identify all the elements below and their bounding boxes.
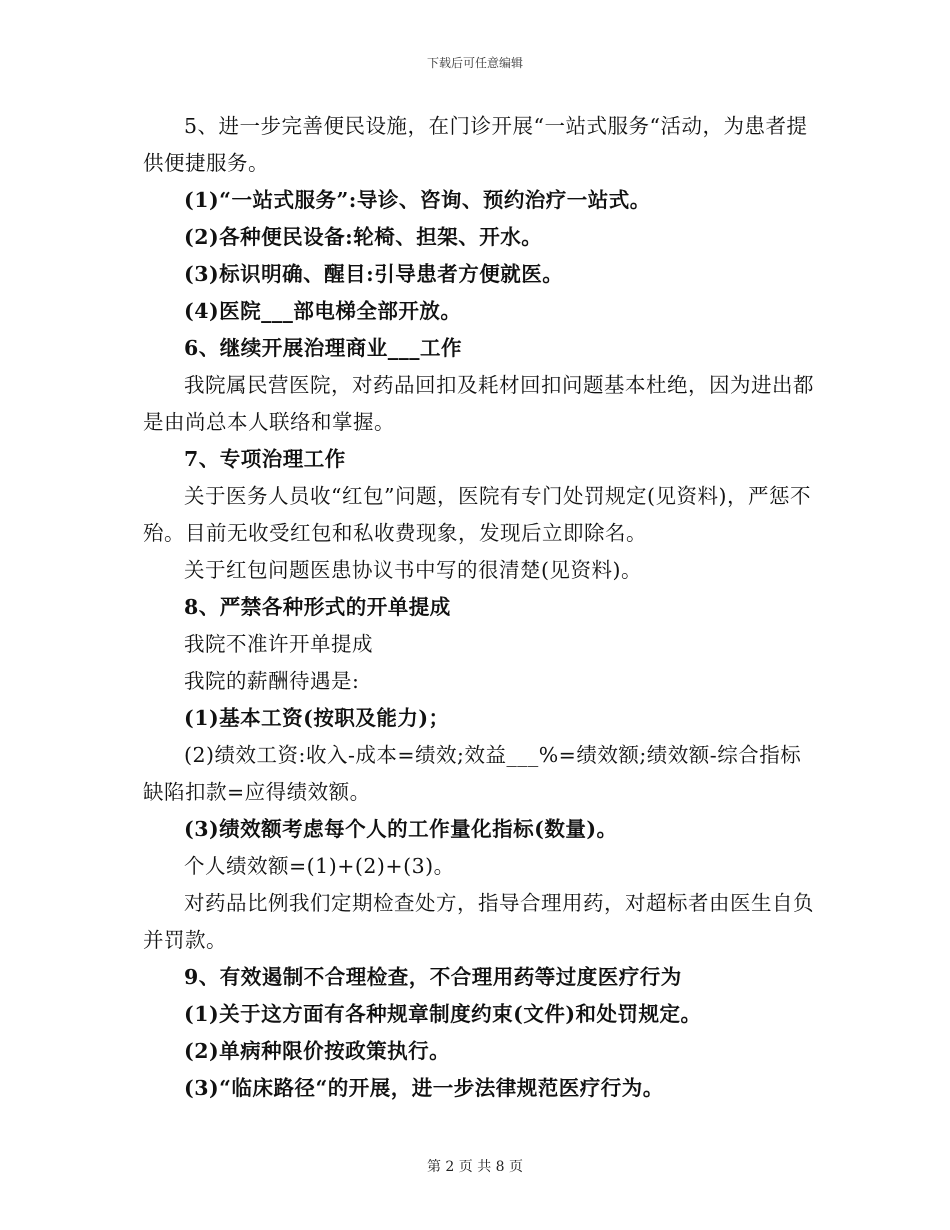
section-7-body-1: 关于医务人员收“红包”问题，医院有专门处罚规定(见资料)，严惩不殆。目前无收受红包和私收费现象，发现后立即除名。 — [143, 484, 811, 545]
item-9-2: (2)单病种限价按政策执行。 — [184, 1039, 451, 1063]
page-footer: 第 2 页 共 8 页 — [426, 1159, 524, 1175]
section-6-heading: 6、继续开展治理商业___工作 — [184, 336, 463, 360]
section-9-heading: 9、有效遏制不合理检查，不合理用药等过度医疗行为 — [184, 965, 682, 989]
item-9-1: (1)关于这方面有各种规章制度约束(文件)和处罚规定。 — [184, 1002, 702, 1026]
item-5-1: (1)“一站式服务”:导诊、咨询、预约治疗一站式。 — [184, 188, 651, 212]
item-8-2: (2)绩效工资:收入-成本=绩效;效益___%=绩效额;绩效额-综合指标缺陷扣款=应得绩效额。 — [143, 743, 802, 804]
section-8-body-1: 我院不准许开单提成 — [184, 632, 373, 656]
page-header: 下载后可任意编辑 — [426, 56, 523, 70]
document-body — [143, 108, 815, 1107]
section-6-body: 我院属民营医院，对药品回扣及耗材回扣问题基本杜绝，因为进出都是由尚总本人联络和掌握。 — [143, 373, 814, 434]
section-8-heading: 8、严禁各种形式的开单提成 — [184, 595, 451, 619]
item-9-3: (3)“临床路径“的开展，进一步法律规范医疗行为。 — [184, 1076, 664, 1100]
section-8-body-3: 个人绩效额=(1)+(2)+(3)。 — [184, 854, 455, 878]
section-8-body-4: 对药品比例我们定期检查处方，指导合理用药，对超标者由医生自负并罚款。 — [143, 891, 814, 952]
item-8-1: (1)基本工资(按职及能力)； — [184, 706, 450, 730]
section-8-body-2: 我院的薪酬待遇是: — [184, 669, 360, 693]
section-7-body-2: 关于红包问题医患协议书中写的很清楚(见资料)。 — [184, 558, 642, 582]
item-5-4: (4)医院___部电梯全部开放。 — [184, 299, 462, 323]
item-8-3: (3)绩效额考虑每个人的工作量化指标(数量)。 — [184, 817, 618, 841]
section-7-heading: 7、专项治理工作 — [184, 447, 346, 471]
item-5-2: (2)各种便民设备:轮椅、担架、开水。 — [184, 225, 543, 249]
paragraph-5: 5、进一步完善便民设施，在门诊开展“一站式服务“活动，为患者提供便捷服务。 — [143, 114, 808, 175]
item-5-3: (3)标识明确、醒目:引导患者方便就医。 — [184, 262, 564, 286]
